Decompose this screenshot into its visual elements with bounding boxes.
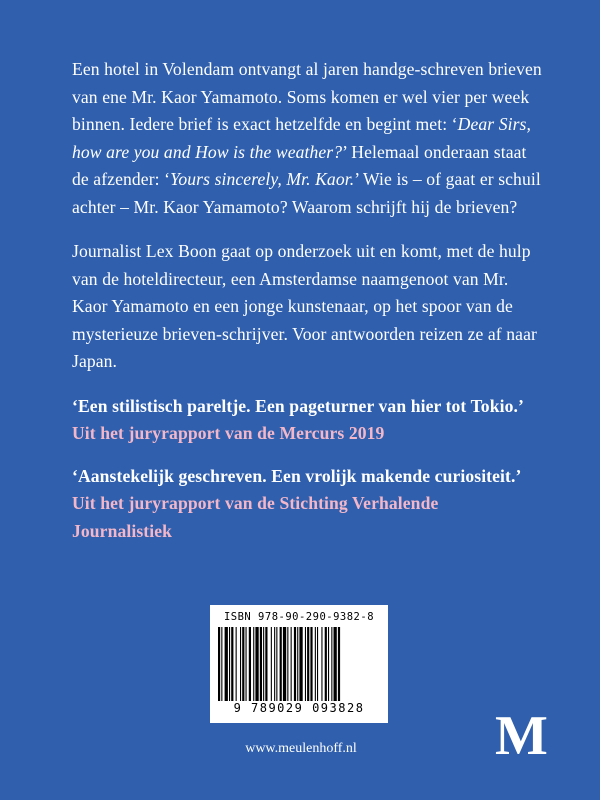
- letter-closing-quote: Yours sincerely, Mr. Kaor.: [170, 169, 355, 189]
- barcode-bar: [249, 627, 251, 701]
- barcode-bar: [240, 627, 241, 701]
- barcode-bar: [299, 627, 302, 701]
- barcode-bar: [331, 627, 332, 701]
- barcode-bar: [315, 627, 316, 701]
- blurb-text: [72, 56, 542, 560]
- barcode-bar: [271, 627, 272, 701]
- barcode-bar: [307, 627, 309, 701]
- publisher-url: www.meulenhoff.nl: [245, 741, 357, 756]
- barcode-bars: [218, 627, 380, 701]
- barcode-bar: [280, 627, 282, 701]
- barcode-bar: [260, 627, 262, 701]
- publisher-logo: M: [495, 705, 548, 767]
- barcode-bar: [291, 627, 292, 701]
- barcode-bar: [221, 627, 222, 701]
- blurb-paragraph-2: Journalist Lex Boon gaat op onderzoek uit en komt, met de hulp van de hoteldirecteur, een Amsterdamse naamgenoot van Mr. Kaor Yamamoto en een jonge kunstenaar, op het spoor van de mysterieuze brieven-schrijver. Voor antwoorden reizen ze af naar Japan.: [72, 241, 537, 371]
- blurb-text-part: ’ Wie is – of gaat er schuil achter – Mr. Kaor Yamamoto? Waarom schrijft hij de brieven?: [72, 169, 541, 217]
- barcode-bar: [338, 627, 340, 701]
- blurb-text-part: ’ Helemaal onderaan staat de afzender: ‘: [72, 141, 527, 189]
- barcode-bar: [287, 627, 288, 701]
- barcode-bar: [305, 627, 306, 701]
- barcode-bar: [225, 627, 228, 701]
- barcode-bar: [263, 627, 264, 701]
- barcode-bar: [297, 627, 298, 701]
- letter-opening-quote: Dear Sirs, how are you and How is the weather?: [72, 114, 531, 162]
- barcode-bar: [218, 627, 220, 701]
- review-quote-text: ‘Aanstekelijk geschreven. Een vrolijk makende curiositeit.’: [72, 465, 521, 486]
- barcode-bar: [246, 627, 247, 701]
- isbn-barcode: [210, 605, 388, 723]
- barcode-bar: [310, 627, 312, 701]
- blurb-text-part: Een hotel in Volendam ontvangt al jaren handge-schreven brieven van ene Mr. Kaor Yamamoto. Soms komen er wel vier per week binnen. Iedere brief is exact hetzelfde en begint met: ‘: [72, 59, 542, 134]
- barcode-bar: [325, 627, 327, 701]
- review-quote-source: Uit het juryrapport van de Stichting Verhalende Journalistiek: [72, 493, 439, 541]
- review-quote-source: Uit het juryrapport van de Mercurs 2019: [72, 423, 385, 443]
- barcode-bar: [253, 627, 254, 701]
- barcode-digits: 9 789029 093828: [233, 701, 365, 715]
- barcode-bar: [294, 627, 296, 701]
- review-quote-1: [72, 393, 542, 448]
- barcode-bar: [334, 627, 337, 701]
- barcode-bar: [283, 627, 286, 701]
- barcode-bar: [276, 627, 277, 701]
- barcode-bar: [265, 627, 267, 701]
- barcode-bar: [255, 627, 258, 701]
- blurb-paragraph-1: [72, 56, 542, 221]
- barcode-bar: [321, 627, 322, 701]
- barcode-bar: [231, 627, 233, 701]
- barcode-bar: [328, 627, 329, 701]
- isbn-label: ISBN 978-90-290-9382-8: [223, 611, 375, 623]
- barcode-bar: [242, 627, 244, 701]
- barcode-bar: [317, 627, 318, 701]
- barcode-bar: [236, 627, 237, 701]
- review-quote-text: ‘Een stilistisch pareltje. Een pageturner van hier tot Tokio.’: [72, 395, 523, 416]
- review-quote-2: [72, 463, 542, 546]
- barcode-bar: [274, 627, 275, 701]
- barcode-bar: [229, 627, 230, 701]
